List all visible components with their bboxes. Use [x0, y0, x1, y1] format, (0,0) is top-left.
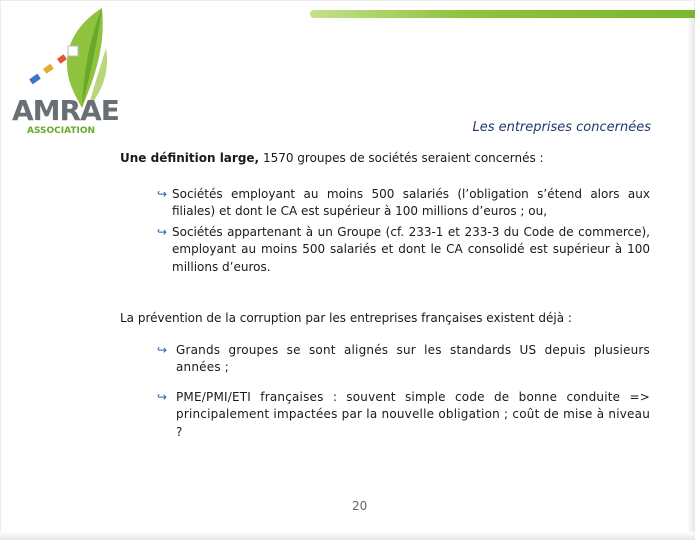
- curved-arrow-bullet-icon: ↪: [157, 342, 168, 357]
- section-title: Les entreprises concernées: [472, 120, 651, 135]
- criteria-text: Sociétés appartenant à un Groupe (cf. 233-1 et 233-3 du Code de commerce), employant au moins 500 salariés et dont le CA consolidé est supérieur à 100 millions d’euros.: [172, 224, 650, 274]
- green-header-band: [310, 10, 695, 18]
- list-item: [120, 186, 650, 221]
- amrae-logo-graphic: [10, 8, 120, 138]
- slide-shadow-bottom: [0, 532, 695, 540]
- list-item: [120, 389, 650, 442]
- slide-content: [120, 150, 650, 453]
- curved-arrow-bullet-icon: ↪: [157, 224, 168, 239]
- prevention-intro: La prévention de la corruption par les entreprises françaises existent déjà :: [120, 311, 572, 325]
- slide-shadow-right: [687, 14, 695, 540]
- list-item: [120, 224, 650, 277]
- logo-wordmark: AMRAE: [12, 94, 119, 127]
- prevention-text: Grands groupes se sont alignés sur les standards US depuis plusieurs années ;: [176, 342, 650, 374]
- curved-arrow-bullet-icon: ↪: [157, 389, 168, 404]
- prevention-list: [120, 342, 650, 442]
- intro-bold: Une définition large,: [120, 151, 260, 165]
- intro-paragraph: [120, 150, 650, 168]
- intro-rest: 1570 groupes de sociétés seraient concernés :: [259, 151, 544, 165]
- curved-arrow-bullet-icon: ↪: [157, 186, 168, 201]
- amrae-logo: [10, 8, 120, 138]
- criteria-list: [120, 186, 650, 277]
- criteria-text: Sociétés employant au moins 500 salariés (l’obligation s’étend alors aux filiales) et dont le CA est supérieur à 100 millions d’euros ; ou,: [172, 186, 650, 218]
- list-item: [120, 342, 650, 377]
- prevention-text: PME/PMI/ETI françaises : souvent simple code de bonne conduite => principalement impactées par la nouvelle obligation ; coût de mise à niveau ?: [176, 389, 650, 439]
- page-number: 20: [352, 499, 368, 513]
- logo-subtitle: ASSOCIATION: [27, 126, 96, 136]
